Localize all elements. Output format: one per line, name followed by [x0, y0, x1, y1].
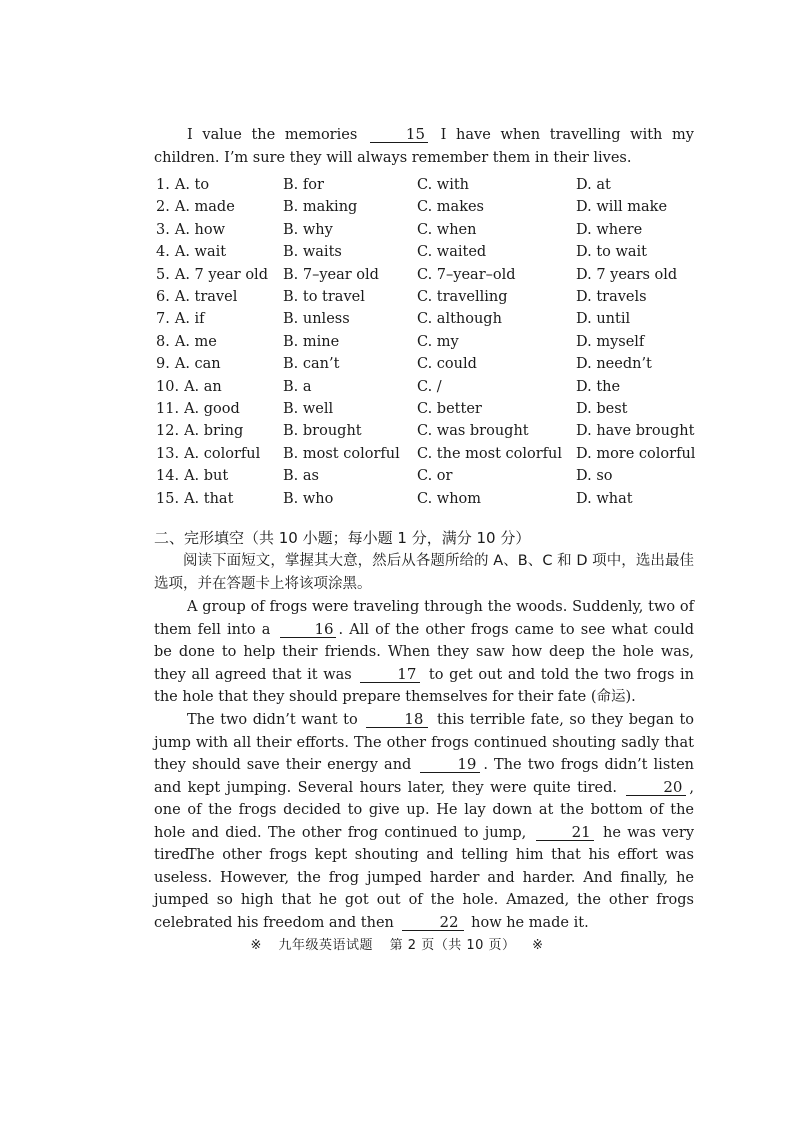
option-c: C. when	[417, 221, 477, 238]
option-b: B. a	[283, 378, 312, 395]
intro-paragraph	[154, 124, 694, 169]
blank-22: 22	[402, 914, 464, 931]
option-a: A. an	[184, 378, 222, 395]
option-a: A. wait	[174, 244, 227, 261]
question-number: 13.	[156, 445, 180, 462]
option-c: C. although	[417, 311, 502, 328]
option-b: B. mine	[283, 333, 340, 350]
question-number: 6.	[156, 289, 170, 305]
option-d: D. best	[576, 401, 628, 417]
option-c: C. or	[417, 468, 453, 485]
option-a: A. made	[174, 199, 235, 216]
option-row	[156, 468, 696, 490]
section-2-title: 二、完形填空（共 10 小题；每小题 1 分，满分 10 分）	[154, 529, 531, 547]
passage-paragraph-2	[154, 709, 694, 867]
footer-page-number: 第 2 页（共 10 页）	[389, 938, 516, 953]
option-row	[156, 423, 696, 445]
option-d: D. more colorful	[576, 445, 696, 462]
option-row	[156, 491, 696, 513]
section-2-instruction: 阅读下面短文，掌握其大意，然后从各题所给的 A、B、C 和 D 项中，选出最佳选项，并在答题卡上将该项涂黑。	[154, 553, 694, 592]
intro-text-after: I have when travelling with my children. I’m sure they will always remember them in their lives.	[154, 127, 694, 166]
question-number: 9.	[156, 356, 170, 373]
blank-18: 18	[366, 711, 428, 728]
option-c: C. whom	[417, 490, 482, 507]
option-a-with-number	[156, 356, 221, 372]
passage-p1-part-b: . All of the other frogs came to see what could be done to help their friends. When they saw how deep the hole was, they all agreed that it was	[154, 621, 694, 683]
option-d: D. the	[576, 378, 621, 395]
option-b: B. well	[283, 401, 334, 417]
option-a-with-number	[156, 491, 233, 507]
option-c: C. /	[417, 378, 442, 395]
option-c: C. could	[417, 356, 477, 373]
question-number: 14.	[156, 468, 180, 485]
option-c: C. my	[417, 333, 459, 350]
option-d: D. at	[576, 177, 611, 193]
option-d: D. will make	[576, 199, 668, 216]
option-d: D. until	[576, 311, 631, 328]
option-c: C. the most colorful	[417, 445, 562, 462]
blank-19: 19	[420, 756, 480, 773]
option-row	[156, 311, 696, 333]
blank-17: 17	[360, 666, 420, 683]
option-a-with-number	[156, 379, 222, 395]
option-b: B. who	[283, 490, 334, 507]
option-d: D. 7 years old	[576, 266, 678, 283]
option-c: C. with	[417, 177, 470, 193]
passage-p1-part-a: A group of frogs were traveling through the woods. Suddenly, two of them fell into a	[154, 599, 694, 638]
option-row	[156, 199, 696, 221]
footer-mark-right: ※	[532, 938, 544, 953]
option-b: B. brought	[283, 423, 362, 440]
passage-p2-part-a: The two didn’t want to	[187, 712, 358, 728]
option-a: A. me	[174, 333, 217, 350]
option-d: D. myself	[576, 333, 645, 350]
footer-mark-left: ※	[250, 938, 262, 953]
option-c: C. better	[417, 401, 482, 417]
option-d: D. to wait	[576, 244, 648, 261]
question-number: 3.	[156, 221, 170, 238]
option-row	[156, 446, 696, 468]
option-d: D. travels	[576, 289, 647, 305]
option-b: B. 7–year old	[283, 266, 379, 283]
passage-paragraph-3	[154, 844, 694, 934]
option-row	[156, 244, 696, 266]
option-c: C. waited	[417, 244, 487, 261]
option-row	[156, 289, 696, 311]
option-a: A. if	[174, 311, 205, 328]
footer-subject: 九年级英语试题	[278, 938, 374, 953]
option-row	[156, 222, 696, 244]
option-a: A. colorful	[184, 445, 261, 462]
option-a: A. travel	[174, 289, 238, 305]
blank-21: 21	[536, 824, 594, 841]
passage-p2-part-c: . The two frogs didn’t listen and kept jumping. Several hours later, they were quite tired.	[154, 757, 695, 796]
option-d: D. needn’t	[576, 356, 652, 373]
option-a-with-number	[156, 468, 228, 484]
option-a-with-number	[156, 446, 260, 462]
passage-p3-part-b: how he made it.	[471, 914, 589, 931]
option-a-with-number	[156, 423, 243, 439]
page-footer	[0, 934, 794, 953]
option-b: B. most colorful	[283, 445, 400, 462]
option-a-with-number	[156, 199, 235, 215]
option-b: B. as	[283, 468, 319, 485]
option-c: C. 7–year–old	[417, 266, 516, 283]
option-row	[156, 177, 696, 199]
question-number: 2.	[156, 199, 170, 216]
option-c: C. makes	[417, 199, 484, 216]
blank-15: 15	[370, 126, 428, 143]
option-b: B. can’t	[283, 356, 340, 373]
option-b: B. waits	[283, 244, 342, 261]
option-a-with-number	[156, 222, 225, 238]
option-b: B. making	[283, 199, 358, 216]
option-a: A. good	[184, 401, 240, 417]
option-a: A. bring	[184, 423, 244, 440]
blank-20: 20	[626, 779, 686, 796]
option-a-with-number	[156, 177, 209, 193]
question-number: 12.	[156, 423, 180, 440]
option-a-with-number	[156, 267, 268, 283]
passage-p3-part-a: The other frogs kept shouting and telling him that his effort was useless. However, the frog jumped harder and harder. And finally, he jumped so high that he got out of the hole. Amazed, the other frogs celebrated his freedom and then	[154, 847, 694, 931]
intro-text-before: I value the memories	[187, 127, 358, 143]
option-b: B. for	[283, 177, 324, 193]
passage-p2-part-b: this terrible fate, so they began to jump with all their efforts. The other frogs continued shouting sadly that they should save their energy and	[154, 712, 695, 773]
question-number: 11.	[156, 401, 180, 417]
option-b: B. to travel	[283, 289, 365, 305]
passage-p1-part-c: to get out and told the two frogs in the hole that they should prepare themselves for their fate (命运).	[154, 666, 694, 705]
option-a-with-number	[156, 289, 237, 305]
option-d: D. where	[576, 221, 643, 238]
option-a: A. how	[174, 221, 226, 238]
question-number: 15.	[156, 490, 180, 507]
option-c: C. travelling	[417, 289, 508, 305]
option-d: D. what	[576, 490, 633, 507]
option-row	[156, 401, 696, 423]
question-number: 7.	[156, 311, 170, 328]
passage-p2-part-d: , one of the frogs decided to give up. He lay down at the bottom of the hole and died. The other frog continued to jump,	[154, 779, 694, 841]
option-a-with-number	[156, 334, 217, 350]
option-a-with-number	[156, 311, 205, 327]
option-a: A. to	[174, 177, 210, 193]
question-number: 8.	[156, 333, 170, 350]
option-a-with-number	[156, 244, 226, 260]
question-number: 1.	[156, 177, 170, 193]
passage-paragraph-1	[154, 596, 694, 709]
option-row	[156, 267, 696, 289]
question-number: 5.	[156, 266, 170, 283]
option-a: A. 7 year old	[174, 266, 268, 283]
option-row	[156, 356, 696, 378]
option-row	[156, 334, 696, 356]
option-a: A. can	[174, 356, 221, 373]
option-c: C. was brought	[417, 423, 529, 440]
option-row	[156, 379, 696, 401]
question-number: 10.	[156, 378, 180, 395]
option-d: D. so	[576, 468, 613, 485]
option-b: B. unless	[283, 311, 350, 328]
option-a: A. that	[184, 490, 234, 507]
blank-16: 16	[280, 621, 336, 638]
passage-p2-part-e: he was very tired.	[154, 824, 695, 863]
option-a-with-number	[156, 401, 240, 417]
option-a: A. but	[184, 468, 229, 485]
option-b: B. why	[283, 221, 333, 238]
question-number: 4.	[156, 244, 170, 261]
option-d: D. have brought	[576, 423, 695, 440]
